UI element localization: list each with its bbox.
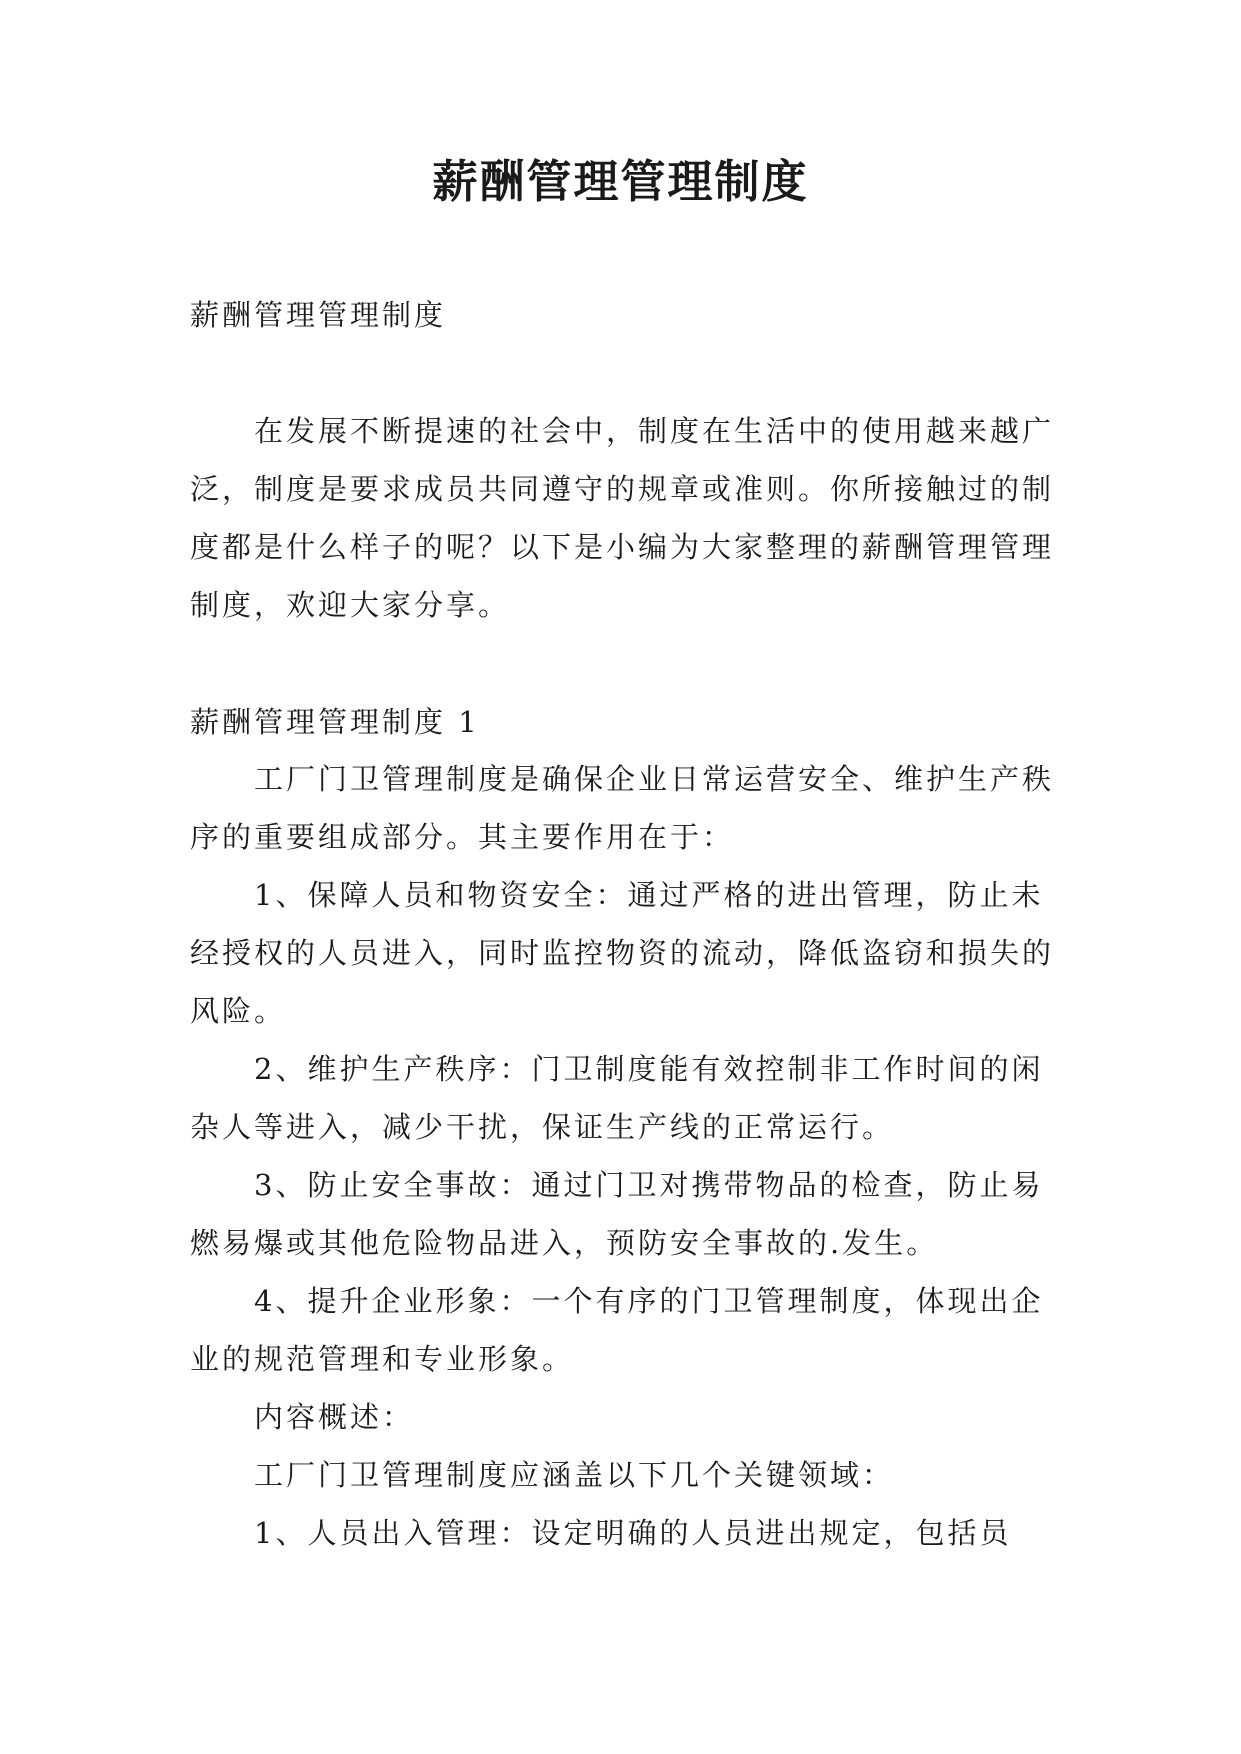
paragraph-item-3: 3、防止安全事故：通过门卫对携带物品的检查，防止易燃易爆或其他危险物品进入，预防安全事故的.发生。 [190, 1168, 1044, 1260]
paragraph-overview: 工厂门卫管理制度是确保企业日常运营安全、维护生产秩序的重要组成部分。其主要作用在于： [190, 762, 1055, 854]
section-body [190, 750, 1060, 1562]
paragraph-item-4: 4、提升企业形象：一个有序的门卫管理制度，体现出企业的规范管理和专业形象。 [190, 1284, 1044, 1376]
paragraph-area-1: 1、人员出入管理：设定明确的人员进出规定，包括员 [254, 1516, 1012, 1550]
paragraph-content-summary: 内容概述： [254, 1400, 415, 1434]
paragraph-item-2: 2、维护生产秩序：门卫制度能有效控制非工作时间的闲杂人等进入，减少干扰，保证生产线的正常运行。 [190, 1052, 1044, 1144]
document-subtitle: 薪酬管理管理制度 [190, 298, 447, 332]
paragraph-key-areas: 工厂门卫管理制度应涵盖以下几个关键领域： [254, 1458, 895, 1492]
section-heading: 薪酬管理管理制度 1 [190, 705, 480, 739]
intro-paragraph: 在发展不断提速的社会中，制度在生活中的使用越来越广泛，制度是要求成员共同遵守的规章或准则。你所接触过的制度都是什么样子的呢？以下是小编为大家整理的薪酬管理管理制度，欢迎大家分享。 [190, 414, 1055, 622]
page-title: 薪酬管理管理制度 [432, 155, 809, 208]
paragraph-item-1: 1、保障人员和物资安全：通过严格的进出管理，防止未经授权的人员进入，同时监控物资的流动，降低盗窃和损失的风险。 [190, 878, 1055, 1028]
